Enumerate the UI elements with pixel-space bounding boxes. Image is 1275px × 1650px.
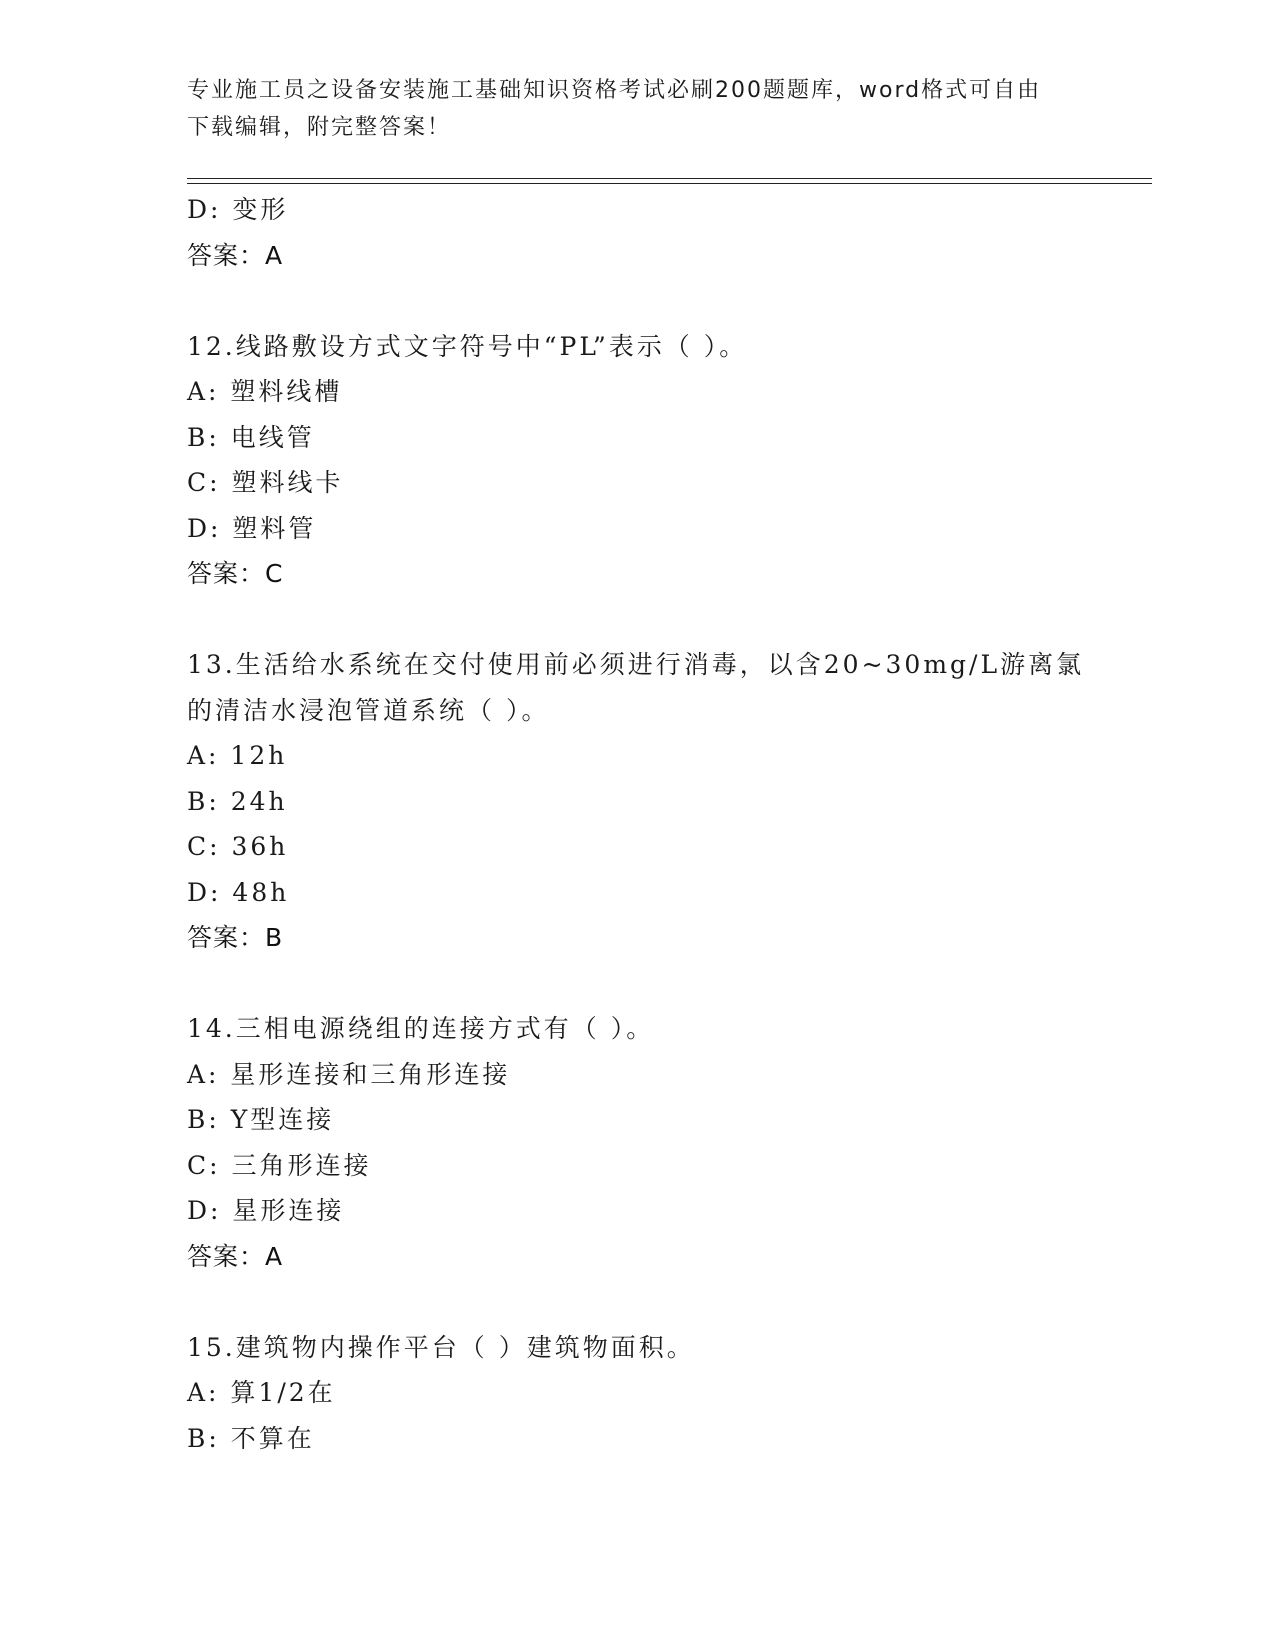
spacer — [187, 278, 1087, 324]
option-line: B: 24h — [187, 786, 288, 816]
spacer — [187, 1279, 1087, 1325]
option-line: D: 星形连接 — [187, 1196, 345, 1225]
option-line: A: 塑料线槽 — [187, 377, 343, 406]
spacer — [187, 597, 1087, 643]
option-line: D: 塑料管 — [187, 513, 317, 543]
answer-line: 答案：A — [187, 1241, 284, 1271]
question-stem: 14.三相电源绕组的连接方式有（ ）。 — [187, 1014, 655, 1043]
option-line: A: 算1/2在 — [187, 1378, 336, 1407]
header-line-1: 专业施工员之设备安装施工基础知识资格考试必刷200题题库，word格式可自由 — [187, 78, 1042, 103]
document-header — [187, 72, 1067, 146]
question-stem: 13.生活给水系统在交付使用前必须进行消毒，以含20~30mg/L游离氯 — [187, 650, 1085, 679]
option-line: D: 变形 — [187, 195, 289, 224]
question-stem-continued: 的清洁水浸泡管道系统（ ）。 — [187, 695, 550, 725]
option-line: C: 塑料线卡 — [187, 468, 344, 497]
question-stem: 15.建筑物内操作平台（ ）建筑物面积。 — [187, 1332, 695, 1362]
option-line: A: 12h — [187, 741, 288, 770]
option-line: C: 三角形连接 — [187, 1150, 372, 1180]
answer-line: 答案：B — [187, 923, 284, 952]
answer-line: 答案：A — [187, 240, 284, 270]
header-divider-bottom — [187, 183, 1152, 184]
option-line: B: Y型连接 — [187, 1105, 335, 1134]
header-line-2: 下载编辑，附完整答案！ — [187, 115, 452, 140]
answer-line: 答案：C — [187, 559, 284, 588]
option-line: C: 36h — [187, 832, 289, 861]
question-stem: 12.线路敷设方式文字符号中“PL”表示（ ）。 — [187, 331, 748, 361]
question-list — [187, 187, 1087, 1461]
option-line: B: 电线管 — [187, 422, 315, 452]
option-line: A: 星形连接和三角形连接 — [187, 1059, 511, 1089]
spacer — [187, 961, 1087, 1007]
header-divider-top — [187, 178, 1152, 179]
option-line: B: 不算在 — [187, 1423, 315, 1453]
option-line: D: 48h — [187, 877, 290, 907]
